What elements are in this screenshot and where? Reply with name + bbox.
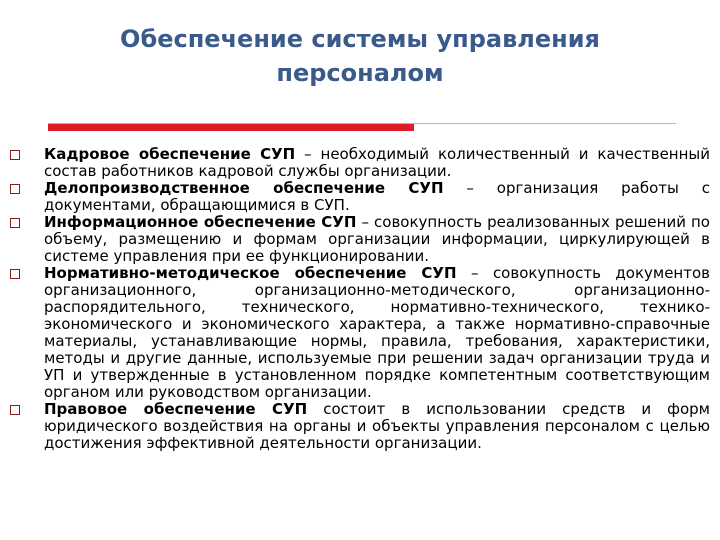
list-item-term: Делопроизводственное обеспечение СУП [44,179,444,197]
list-item-text: – совокупность реализованных решений по объему, размещению и формам организации информации, циркулирующей в системе управления при ее функционировании. [44,213,710,265]
list-item-staffing [10,146,710,180]
list-item-records [10,180,710,214]
list-item-text: – необходимый количественный и качественный состав работников кадровой службы организации. [44,145,710,180]
list-item-information [10,214,710,265]
list-item-text: состоит в использовании средств и форм юридического воздействия на органы и объекты управления персоналом с целью достижения эффективной деятельности организации. [44,400,710,452]
list-item-normative [10,265,710,401]
list-item-term: Информационное обеспечение СУП [44,213,357,231]
hollow-square-bullet-icon [10,184,20,194]
title-divider-accent [48,124,414,131]
list-item-text: – совокупность документов организационного, организационно-методического, организационно-распорядительного, технического, нормативно-технического, технико-экономического и экономического характера, а также нормативно-справочные материалы, устанавливающие нормы, правила, требования, характеристики, методы и другие данные, используемые при решении задач организации труда и УП и утвержденные в установленном порядке компетентным соответствующим органом или руководством организации. [44,264,710,401]
hollow-square-bullet-icon [10,150,20,160]
slide-title-line-2: персоналом [276,59,444,87]
list-item-term: Нормативно-методическое обеспечение СУП [44,264,457,282]
hollow-square-bullet-icon [10,405,20,415]
hollow-square-bullet-icon [10,269,20,279]
list-item-term: Кадровое обеспечение СУП [44,145,296,163]
list-item-legal [10,401,710,452]
bullet-list [10,146,710,452]
hollow-square-bullet-icon [10,218,20,228]
slide-title [40,22,680,90]
slide-title-line-1: Обеспечение системы управления [120,25,600,53]
list-item-text: – организация работы с документами, обращающимися в СУП. [44,179,710,214]
list-item-term: Правовое обеспечение СУП [44,400,308,418]
